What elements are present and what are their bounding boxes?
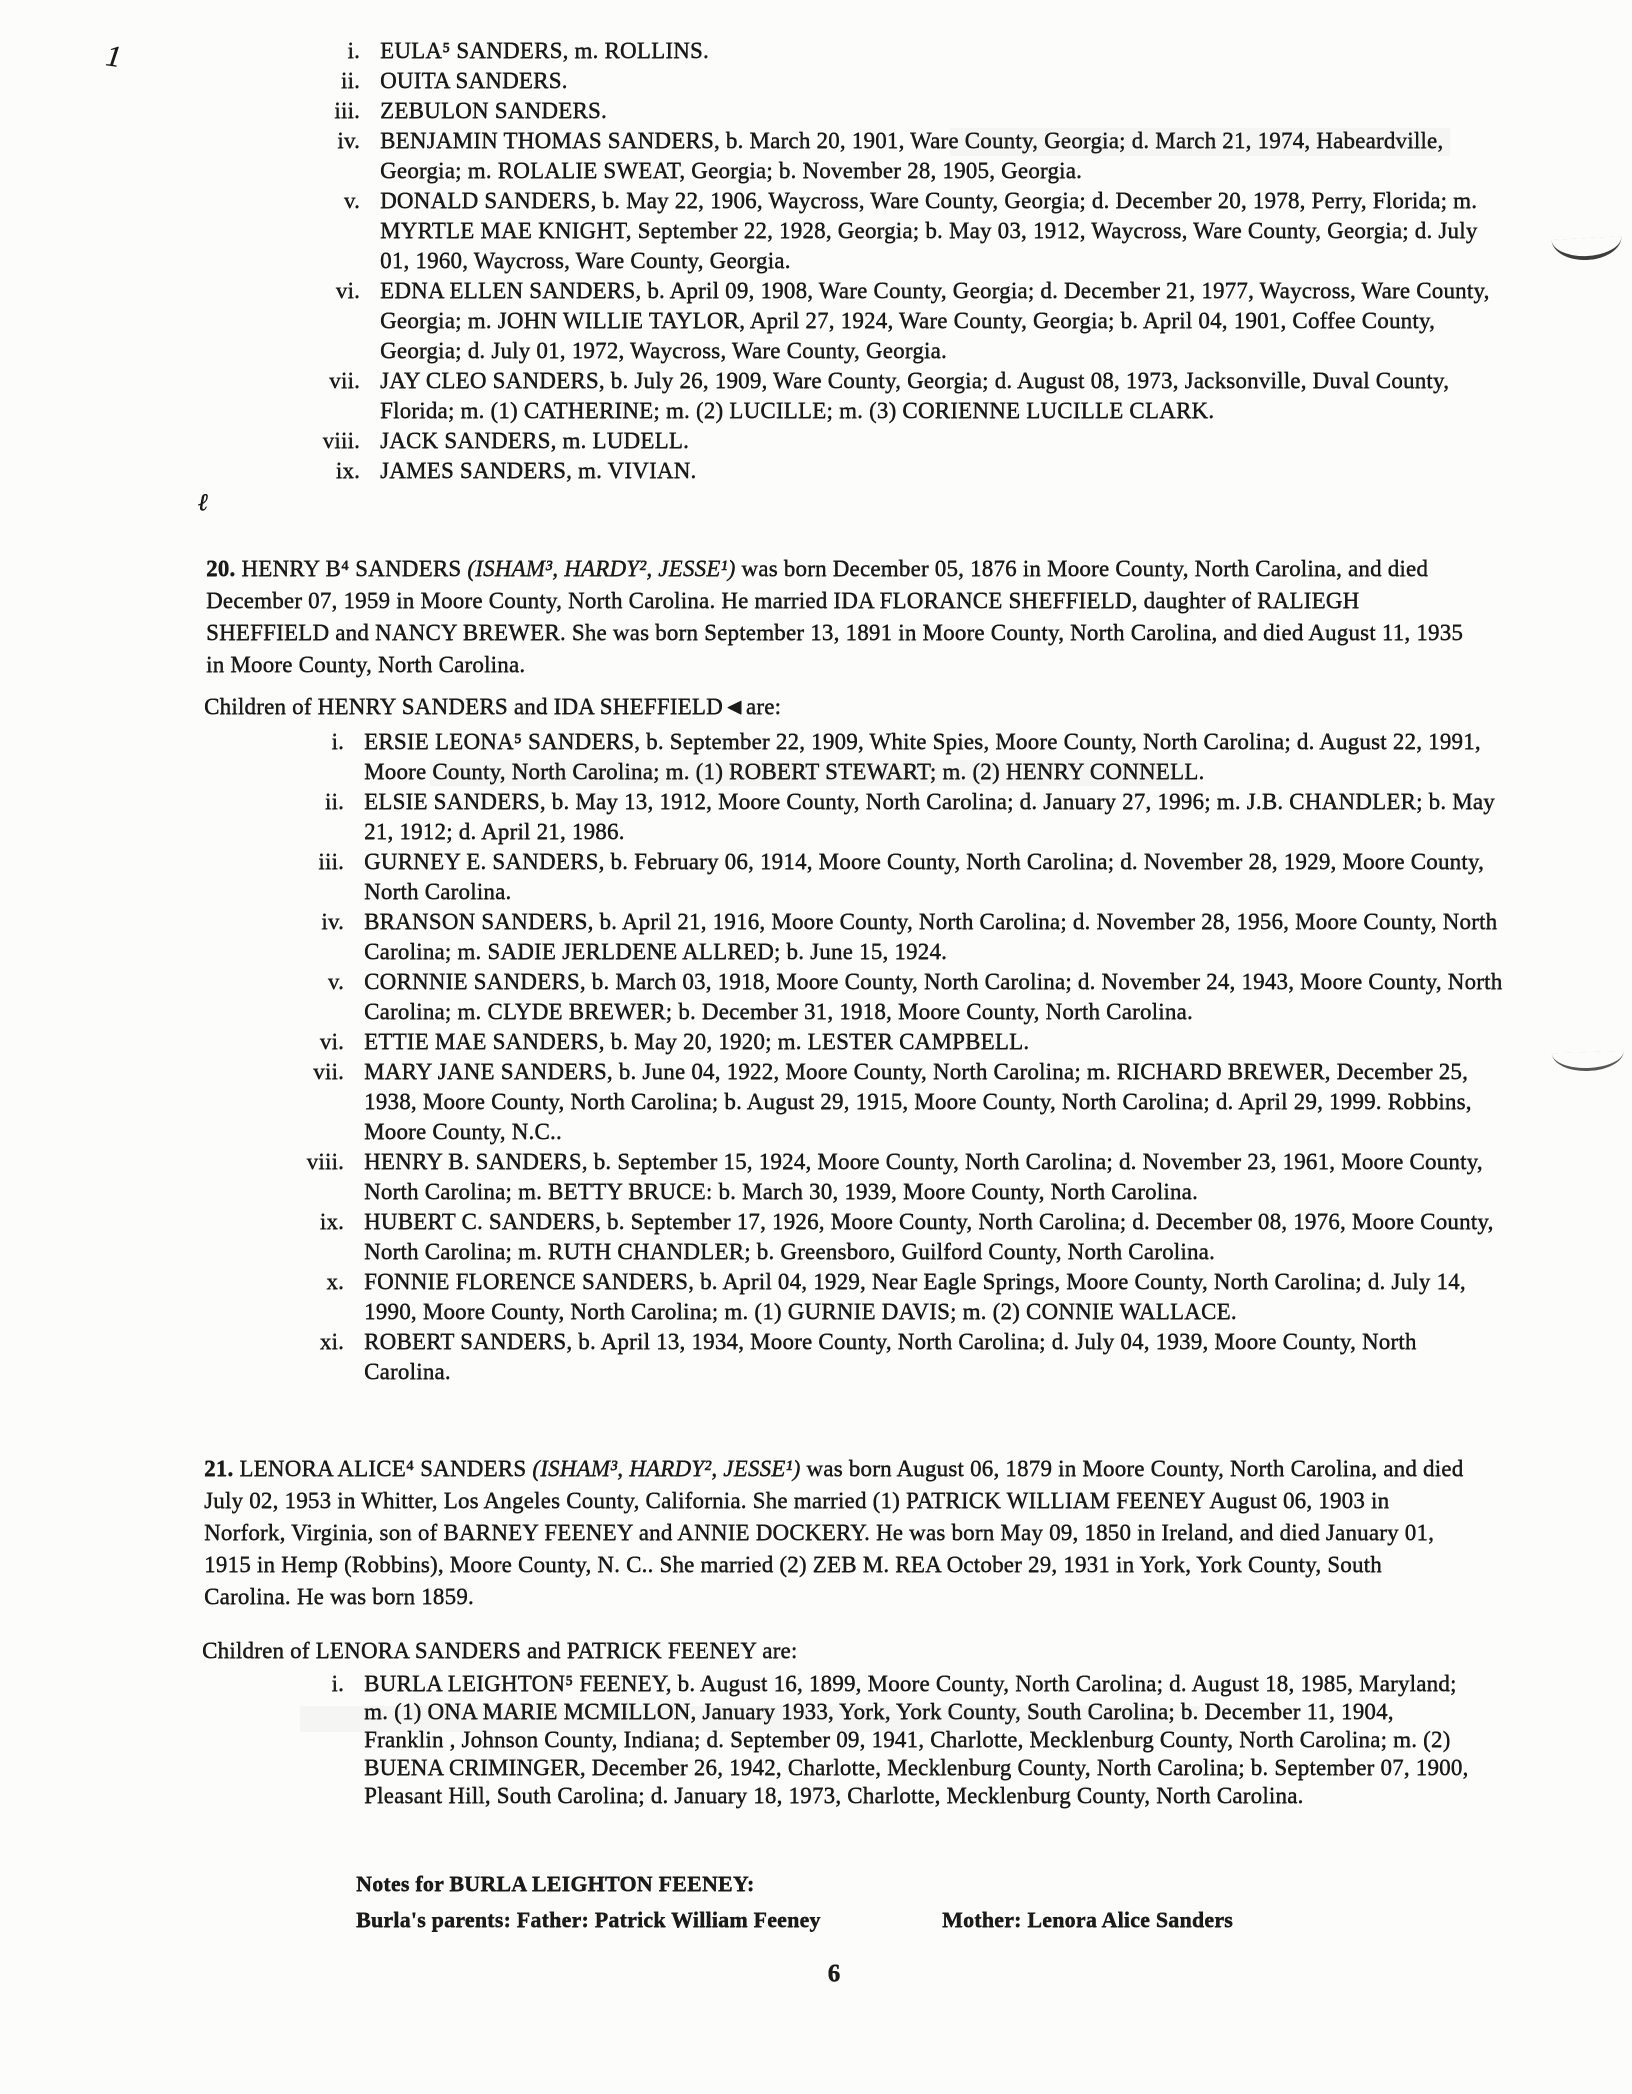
item-text: ZEBULON SANDERS.: [380, 98, 607, 123]
item-numeral: viii.: [322, 428, 360, 453]
notes-father: Burla's parents: Father: Patrick William Feeney: [356, 1907, 821, 1932]
scan-artifact-curl: [1551, 236, 1622, 262]
section-21-paragraph: [204, 1453, 1472, 1613]
notes-parents-row: [356, 1902, 1416, 1938]
item-text: HUBERT C. SANDERS, b. September 17, 1926, Moore County, North Carolina; d. December 08, 1976, Moore County, North Carolina; m. RUTH CHANDLER; b. Greensboro, Guilford County, North Carolina.: [364, 1209, 1494, 1264]
item-numeral: v.: [343, 188, 360, 213]
item-numeral: vii.: [313, 1059, 344, 1084]
child-entry: [288, 126, 1503, 186]
item-text: HENRY B. SANDERS, b. September 15, 1924, Moore County, North Carolina; d. November 23, 1961, Moore County, North Carolina; m. BETTY BRUCE: b. March 30, 1939, Moore County, North Carolina.: [364, 1149, 1483, 1204]
item-numeral: i.: [347, 38, 360, 63]
lineage: (ISHAM³, HARDY², JESSE¹): [532, 1456, 801, 1481]
child-entry: [288, 66, 1503, 96]
stray-mark: ℓ: [198, 490, 209, 516]
section-20-paragraph: [206, 553, 1468, 681]
item-numeral: vi.: [335, 278, 360, 303]
item-numeral: ii.: [340, 68, 360, 93]
child-entry: [288, 426, 1503, 456]
item-text: FONNIE FLORENCE SANDERS, b. April 04, 1929, Near Eagle Springs, Moore County, North Carolina; d. July 14, 1990, Moore County, North Carolina; m. (1) GURNIE DAVIS; m. (2) CONNIE WALLACE.: [364, 1269, 1466, 1324]
child-entry: [288, 276, 1503, 366]
child-entry: [272, 1670, 1472, 1810]
lineage: (ISHAM³, HARDY², JESSE¹): [467, 556, 736, 581]
child-entry: [288, 36, 1503, 66]
page-number: 6: [827, 1960, 841, 1987]
item-numeral: ix.: [319, 1209, 344, 1234]
section-body: was born August 06, 1879 in Moore County, North Carolina, and died July 02, 1953 in Whitter, Los Angeles County, California. She married (1) PATRICK WILLIAM FEENEY August 06, 1903 in Norfork, Virginia, son of BARNEY FEENEY and ANNIE DOCKERY. He was born May 09, 1850 in Ireland, and died January 01, 1915 in Hemp (Robbins), Moore County, N. C.. She married (2) ZEB M. REA October 29, 1931 in York, York County, South Carolina. He was born 1859.: [204, 1456, 1464, 1609]
child-entry: [272, 1207, 1504, 1267]
section-body: was born December 05, 1876 in Moore County, North Carolina, and died December 07, 1959 in Moore County, North Carolina. He married IDA FLORANCE SHEFFIELD, daughter of RALIEGH SHEFFIELD and NANCY BREWER. She was born September 13, 1891 in Moore County, North Carolina, and died August 11, 1935 in Moore County, North Carolina.: [206, 556, 1463, 677]
child-entry: [288, 186, 1503, 276]
notes-mother: Mother: Lenora Alice Sanders: [942, 1907, 1233, 1932]
child-entry: [272, 967, 1504, 1027]
item-numeral: iii.: [318, 849, 344, 874]
item-text: JAY CLEO SANDERS, b. July 26, 1909, Ware County, Georgia; d. August 08, 1973, Jacksonville, Duval County, Florida; m. (1) CATHERINE; m. (2) LUCILLE; m. (3) CORIENNE LUCILLE CLARK.: [380, 368, 1450, 423]
item-numeral: xi.: [319, 1329, 344, 1354]
item-text: ROBERT SANDERS, b. April 13, 1934, Moore County, North Carolina; d. July 04, 1939, Moore County, North Carolina.: [364, 1329, 1417, 1384]
child-entry: [272, 727, 1504, 787]
child-entry: [272, 1027, 1504, 1057]
item-text: BURLA LEIGHTON⁵ FEENEY, b. August 16, 1899, Moore County, North Carolina; d. August 18, 1985, Maryland; m. (1) ONA MARIE MCMILLON, January 1933, York, York County, South Carolina; b. December 11, 1904, Franklin , Johnson County, Indiana; d. September 09, 1941, Charlotte, Mecklenburg County, North Carolina; m. (2) BUENA CRIMINGER, December 26, 1942, Charlotte, Mecklenburg County, North Carolina; b. September 07, 1900, Pleasant Hill, South Carolina; d. January 18, 1973, Charlotte, Mecklenburg County, North Carolina.: [364, 1671, 1469, 1808]
person-name: LENORA ALICE⁴ SANDERS: [239, 1456, 527, 1481]
item-text: JACK SANDERS, m. LUDELL.: [380, 428, 689, 453]
item-text: JAMES SANDERS, m. VIVIAN.: [380, 458, 697, 483]
child-entry: [272, 787, 1504, 847]
person-name: HENRY B⁴ SANDERS: [241, 556, 462, 581]
item-numeral: ix.: [335, 458, 360, 483]
item-text: ELSIE SANDERS, b. May 13, 1912, Moore County, North Carolina; d. January 27, 1996; m. J.B. CHANDLER; b. May 21, 1912; d. April 21, 1986.: [364, 789, 1495, 844]
item-text: EDNA ELLEN SANDERS, b. April 09, 1908, Ware County, Georgia; d. December 21, 1977, Waycross, Ware County, Georgia; m. JOHN WILLIE TAYLOR, April 27, 1924, Ware County, Georgia; b. April 04, 1901, Coffee County, Georgia; d. July 01, 1972, Waycross, Ware County, Georgia.: [380, 278, 1490, 363]
item-text: OUITA SANDERS.: [380, 68, 568, 93]
section-20-children-list: [272, 727, 1504, 1387]
item-text: EULA⁵ SANDERS, m. ROLLINS.: [380, 38, 709, 63]
item-numeral: i.: [331, 729, 344, 754]
item-numeral: iv.: [321, 909, 344, 934]
child-entry: [272, 847, 1504, 907]
children-label: Children of HENRY SANDERS and IDA SHEFFIELD◄are:: [204, 694, 782, 719]
stray-mark: 1: [103, 39, 124, 74]
notes-block: [356, 1866, 1416, 1938]
child-entry: [272, 907, 1504, 967]
child-entry: [272, 1147, 1504, 1207]
item-text: BENJAMIN THOMAS SANDERS, b. March 20, 1901, Ware County, Georgia; d. March 21, 1974, Habeardville, Georgia; m. ROLALIE SWEAT, Georgia; b. November 28, 1905, Georgia.: [380, 128, 1444, 183]
item-numeral: viii.: [306, 1149, 344, 1174]
item-numeral: vi.: [319, 1029, 344, 1054]
item-numeral: v.: [327, 969, 344, 994]
section-number: 20.: [206, 556, 236, 581]
notes-title: Notes for BURLA LEIGHTON FEENEY:: [356, 1871, 755, 1896]
item-text: MARY JANE SANDERS, b. June 04, 1922, Moore County, North Carolina; m. RICHARD BREWER, December 25, 1938, Moore County, North Carolina; b. August 29, 1915, Moore County, North Carolina; d. April 29, 1999. Robbins, Moore County, N.C..: [364, 1059, 1472, 1144]
section-number: 21.: [204, 1456, 234, 1481]
item-numeral: x.: [326, 1269, 344, 1294]
item-numeral: i.: [331, 1671, 344, 1696]
item-numeral: vii.: [329, 368, 360, 393]
upper-children-list: [288, 36, 1503, 486]
item-text: CORNNIE SANDERS, b. March 03, 1918, Moore County, North Carolina; d. November 24, 1943, Moore County, North Carolina; m. CLYDE BREWER; b. December 31, 1918, Moore County, North Carolina.: [364, 969, 1503, 1024]
child-entry: [288, 366, 1503, 426]
item-text: ERSIE LEONA⁵ SANDERS, b. September 22, 1909, White Spies, Moore County, North Carolina; d. August 22, 1991, Moore County, North Carolina; m. (1) ROBERT STEWART; m. (2) HENRY CONNELL.: [364, 729, 1481, 784]
children-label: Children of LENORA SANDERS and PATRICK FEENEY are:: [202, 1638, 798, 1663]
item-text: BRANSON SANDERS, b. April 21, 1916, Moore County, North Carolina; d. November 28, 1956, Moore County, North Carolina; m. SADIE JERLDENE ALLRED; b. June 15, 1924.: [364, 909, 1498, 964]
item-text: ETTIE MAE SANDERS, b. May 20, 1920; m. LESTER CAMPBELL.: [364, 1029, 1030, 1054]
child-entry: [288, 456, 1503, 486]
child-entry: [272, 1267, 1504, 1327]
item-numeral: iv.: [337, 128, 360, 153]
item-numeral: iii.: [334, 98, 360, 123]
item-numeral: ii.: [324, 789, 344, 814]
item-text: GURNEY E. SANDERS, b. February 06, 1914, Moore County, North Carolina; d. November 28, 1929, Moore County, North Carolina.: [364, 849, 1484, 904]
child-entry: [288, 96, 1503, 126]
section-21-children-list: [272, 1670, 1472, 1810]
child-entry: [272, 1327, 1504, 1387]
item-text: DONALD SANDERS, b. May 22, 1906, Waycross, Ware County, Georgia; d. December 20, 1978, Perry, Florida; m. MYRTLE MAE KNIGHT, September 22, 1928, Georgia; b. May 03, 1912, Waycross, Ware County, Georgia; d. July 01, 1960, Waycross, Ware County, Georgia.: [380, 188, 1478, 273]
scan-artifact-curl: [1552, 1051, 1625, 1073]
child-entry: [272, 1057, 1504, 1147]
